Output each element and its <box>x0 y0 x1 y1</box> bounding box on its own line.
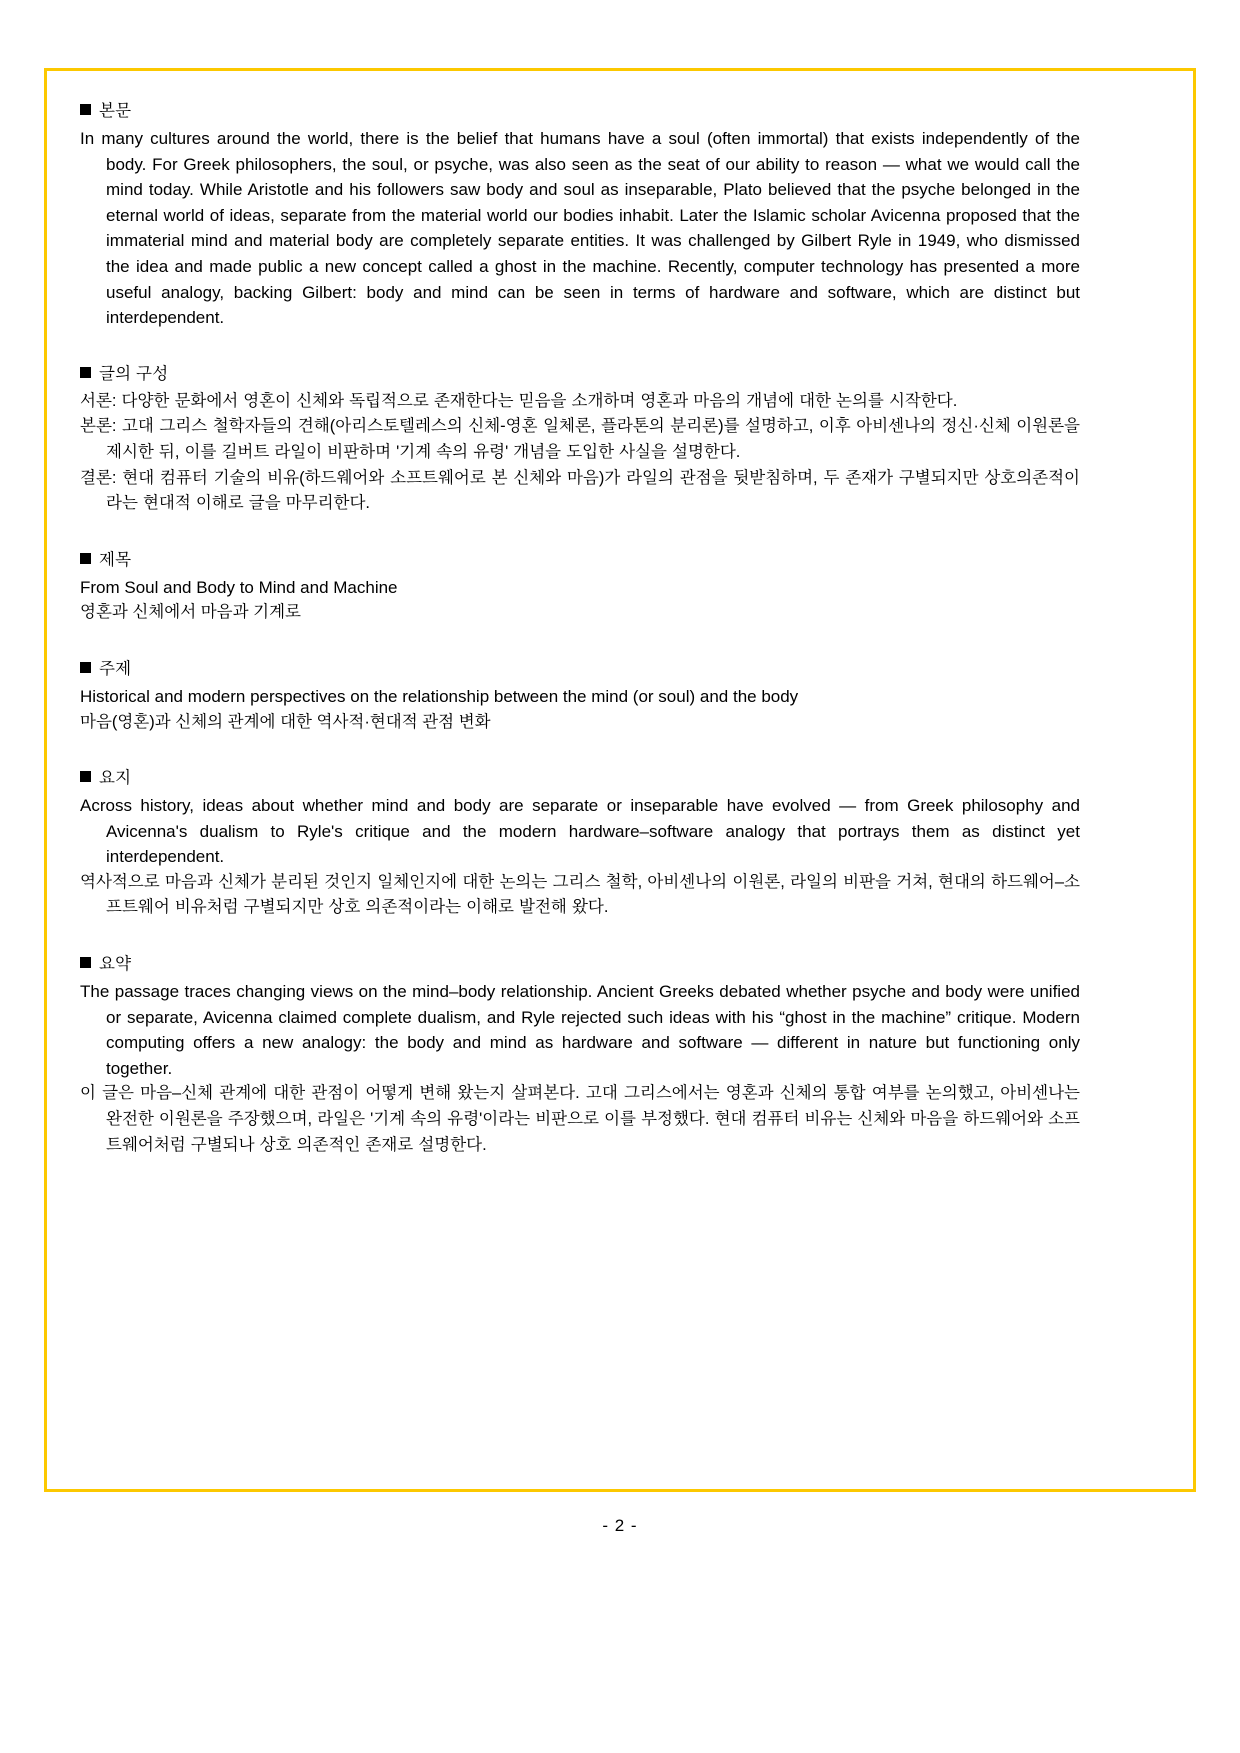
theme-english: Historical and modern perspectives on the relationship between the mind (or soul) and the body <box>80 686 799 706</box>
structure-intro-line: 서론: 다양한 문화에서 영혼이 신체와 독립적으로 존재한다는 믿음을 소개하며 영혼과 마음의 개념에 대한 논의를 시작한다. <box>80 391 958 410</box>
summary-english-paragraph: The passage traces changing views on the mind–body relationship. Ancient Greeks debated whether psyche and body were unified or separate, Avicenna claimed complete dualism, and Ryle rejected such ideas with his “ghost in the machine” critique. Modern computing offers a new analogy: the body and mind as hardware and software — different in nature but functioning only together. <box>80 982 1080 1078</box>
section-structure <box>80 361 1080 517</box>
square-bullet-icon <box>80 104 91 115</box>
square-bullet-icon <box>80 771 91 782</box>
square-bullet-icon <box>80 553 91 564</box>
square-bullet-icon <box>80 662 91 673</box>
section-heading-body-label: 본문 <box>99 102 132 120</box>
structure-main-line: 본론: 고대 그리스 철학자들의 견해(아리스토텔레스의 신체-영혼 일체론, 플라톤의 분리론)를 설명하고, 이후 아비센나의 정신·신체 이원론을 제시한 뒤, 이를 길버트 라일이 비판하며 '기계 속의 유령' 개념을 도입한 사실을 설명한다. <box>80 417 1080 461</box>
section-heading-body <box>80 98 1080 124</box>
section-heading-theme-label: 주제 <box>99 659 132 678</box>
section-heading-structure-label: 글의 구성 <box>99 364 169 383</box>
spacer <box>80 626 1080 656</box>
square-bullet-icon <box>80 367 91 378</box>
title-english: From Soul and Body to Mind and Machine <box>80 577 398 597</box>
body-english-paragraph: In many cultures around the world, there is the belief that humans have a soul (often immortal) that exists independently of the body. For Greek philosophers, the soul, or psyche, was also seen as the seat of our ability to reason — what we would call the mind today. While Aristotle and his followers saw body and soul as inseparable, Plato believed that the psyche belonged in the eternal world of ideas, separate from the material world our bodies inhabit. Later the Islamic scholar Avicenna proposed that the immaterial mind and material body are completely separate entities. It was challenged by Gilbert Ryle in 1949, who dismissed the idea and made public a new concept called a ghost in the machine. Recently, computer technology has presented a more useful analogy, backing Gilbert: body and mind can be seen in terms of hardware and software, which are distinct but interdependent. <box>80 129 1080 328</box>
section-heading-gist <box>80 765 1080 791</box>
summary-korean-paragraph: 이 글은 마음–신체 관계에 대한 관점이 어떻게 변해 왔는지 살펴본다. 고대 그리스에서는 영혼과 신체의 통합 여부를 논의했고, 아비센나는 완전한 이원론을 주장했으며, 라일은 '기계 속의 유령'이라는 비판으로 이를 부정했다. 현대 컴퓨터 비유는 신체와 마음을 하드웨어와 소프트웨어처럼 구별되나 상호 의존적인 존재로 설명한다. <box>80 1084 1080 1154</box>
spacer <box>80 517 1080 547</box>
section-gist <box>80 765 1080 921</box>
section-heading-summary <box>80 951 1080 977</box>
spacer <box>80 735 1080 765</box>
section-heading-summary-label: 요약 <box>99 955 132 974</box>
theme-korean: 마음(영혼)과 신체의 관계에 대한 역사적·현대적 관점 변화 <box>80 712 491 731</box>
square-bullet-icon <box>80 957 91 968</box>
gist-english-paragraph: Across history, ideas about whether mind and body are separate or inseparable have evolved — from Greek philosophy and Avicenna's dualism to Ryle's critique and the modern hardware–software analogy that portrays them as distinct yet interdependent. <box>80 796 1080 867</box>
gist-korean-paragraph: 역사적으로 마음과 신체가 분리된 것인지 일체인지에 대한 논의는 그리스 철학, 아비센나의 이원론, 라일의 비판을 거쳐, 현대의 하드웨어–소프트웨어 비유처럼 구별되지만 상호 의존적이라는 이해로 발전해 왔다. <box>80 872 1080 917</box>
document-content <box>80 98 1080 1158</box>
spacer <box>80 331 1080 361</box>
section-heading-theme <box>80 656 1080 682</box>
section-summary <box>80 951 1080 1158</box>
section-heading-title <box>80 547 1080 573</box>
section-theme <box>80 656 1080 735</box>
section-heading-gist-label: 요지 <box>99 769 132 788</box>
page-number-footer: - 2 - <box>602 1516 638 1535</box>
title-korean: 영혼과 신체에서 마음과 기계로 <box>80 603 301 622</box>
structure-conclusion-line: 결론: 현대 컴퓨터 기술의 비유(하드웨어와 소프트웨어로 본 신체와 마음)가 라일의 관점을 뒷받침하며, 두 존재가 구별되지만 상호의존적이라는 현대적 이해로 글을 마무리한다. <box>80 468 1080 513</box>
section-heading-title-label: 제목 <box>99 550 132 569</box>
spacer <box>80 921 1080 951</box>
section-heading-structure <box>80 361 1080 387</box>
section-title <box>80 547 1080 626</box>
section-body <box>80 98 1080 331</box>
